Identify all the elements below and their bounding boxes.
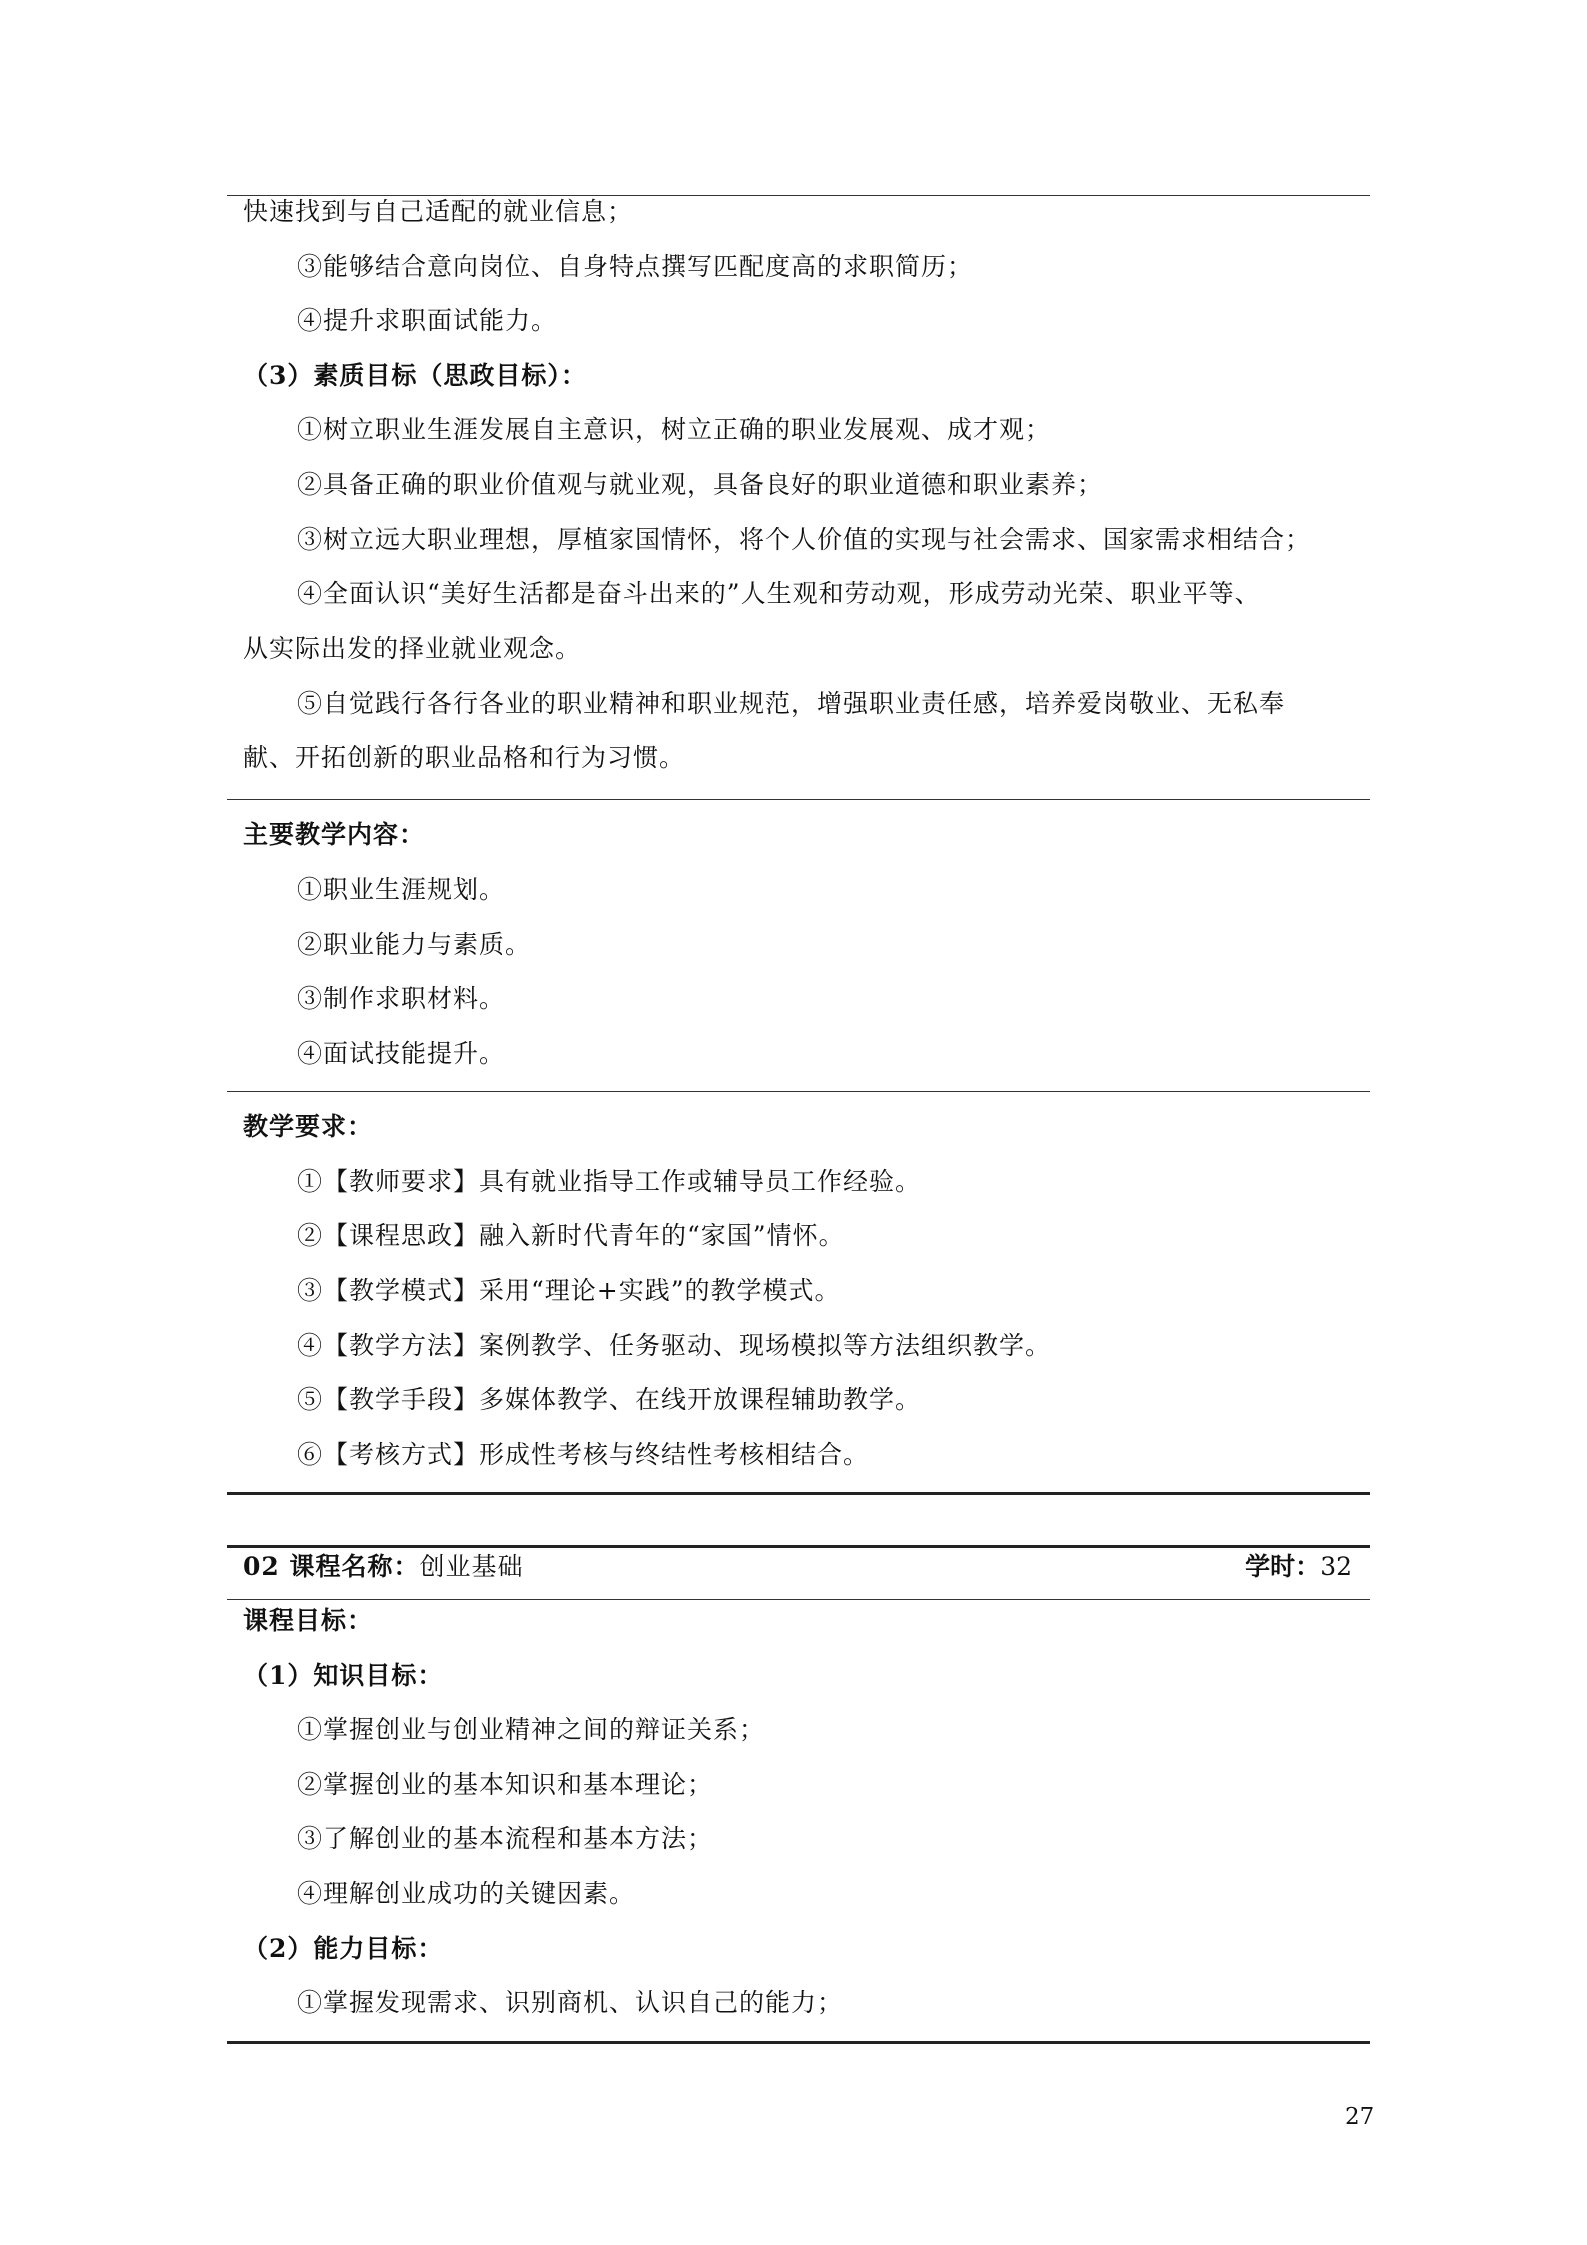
quality-goal-item: ①树立职业生涯发展自主意识，树立正确的职业发展观、成才观；: [297, 415, 1052, 444]
knowledge-goal-item: ③了解创业的基本流程和基本方法；: [297, 1824, 714, 1853]
course-hours-label: 学时：: [1245, 1552, 1321, 1581]
knowledge-goals-heading: （1）知识目标：: [243, 1661, 444, 1690]
row-divider: [227, 1599, 1370, 1600]
course-name-label: 02 课程名称：: [243, 1552, 420, 1581]
table-bottom-border: [227, 2041, 1370, 2044]
goal-line: ④提升求职面试能力。: [297, 306, 558, 335]
teaching-requirement-item: ④【教学方法】案例教学、任务驱动、现场模拟等方法组织教学。: [297, 1331, 1052, 1360]
section-divider: [227, 799, 1370, 800]
course-hours-value: 32: [1320, 1552, 1352, 1581]
course-hours: [1245, 1550, 1352, 1584]
goal-line: ③能够结合意向岗位、自身特点撰写匹配度高的求职简历；: [297, 252, 974, 281]
quality-goals-heading: （3）素质目标（思政目标）：: [243, 361, 587, 390]
teaching-content-item: ②职业能力与素质。: [297, 930, 532, 959]
knowledge-goal-item: ①掌握创业与创业精神之间的辩证关系；: [297, 1715, 766, 1744]
teaching-requirement-item: ③【教学模式】采用“理论+实践”的教学模式。: [297, 1276, 841, 1305]
quality-goal-item: ④全面认识“美好生活都是奋斗出来的”人生观和劳动观，形成劳动光荣、职业平等、: [297, 579, 1261, 608]
teaching-requirement-item: ⑥【考核方式】形成性考核与终结性考核相结合。: [297, 1440, 870, 1469]
quality-goal-item: ②具备正确的职业价值观与就业观，具备良好的职业道德和职业素养；: [297, 470, 1104, 499]
teaching-requirement-item: ⑤【教学手段】多媒体教学、在线开放课程辅助教学。: [297, 1385, 922, 1414]
table-top-border: [227, 1545, 1370, 1548]
ability-goal-item: ①掌握发现需求、识别商机、认识自己的能力；: [297, 1988, 844, 2017]
course-name-row: [243, 1550, 524, 1584]
ability-goals-heading: （2）能力目标：: [243, 1934, 444, 1963]
knowledge-goal-item: ④理解创业成功的关键因素。: [297, 1879, 636, 1908]
quality-goal-item: 从实际出发的择业就业观念。: [243, 634, 582, 663]
teaching-content-item: ③制作求职材料。: [297, 984, 506, 1013]
teaching-requirement-item: ①【教师要求】具有就业指导工作或辅导员工作经验。: [297, 1167, 922, 1196]
teaching-content-heading: 主要教学内容：: [243, 820, 426, 849]
quality-goal-item: ③树立远大职业理想，厚植家国情怀，将个人价值的实现与社会需求、国家需求相结合；: [297, 525, 1312, 554]
knowledge-goal-item: ②掌握创业的基本知识和基本理论；: [297, 1770, 714, 1799]
course-name-value: 创业基础: [419, 1552, 524, 1581]
quality-goal-item: 献、开拓创新的职业品格和行为习惯。: [243, 743, 686, 772]
teaching-content-item: ④面试技能提升。: [297, 1039, 506, 1068]
quality-goal-item: ⑤自觉践行各行各业的职业精神和职业规范，增强职业责任感，培养爱岗敬业、无私奉: [297, 689, 1286, 718]
goal-line: 快速找到与自己适配的就业信息；: [243, 197, 634, 226]
table-bottom-border: [227, 1492, 1370, 1495]
teaching-requirement-item: ②【课程思政】融入新时代青年的“家国”情怀。: [297, 1221, 845, 1250]
page-number: 27: [1345, 2104, 1375, 2130]
section-divider: [227, 1091, 1370, 1092]
course-goals-heading: 课程目标：: [243, 1606, 374, 1635]
teaching-content-item: ①职业生涯规划。: [297, 875, 506, 904]
teaching-requirements-heading: 教学要求：: [243, 1112, 374, 1141]
